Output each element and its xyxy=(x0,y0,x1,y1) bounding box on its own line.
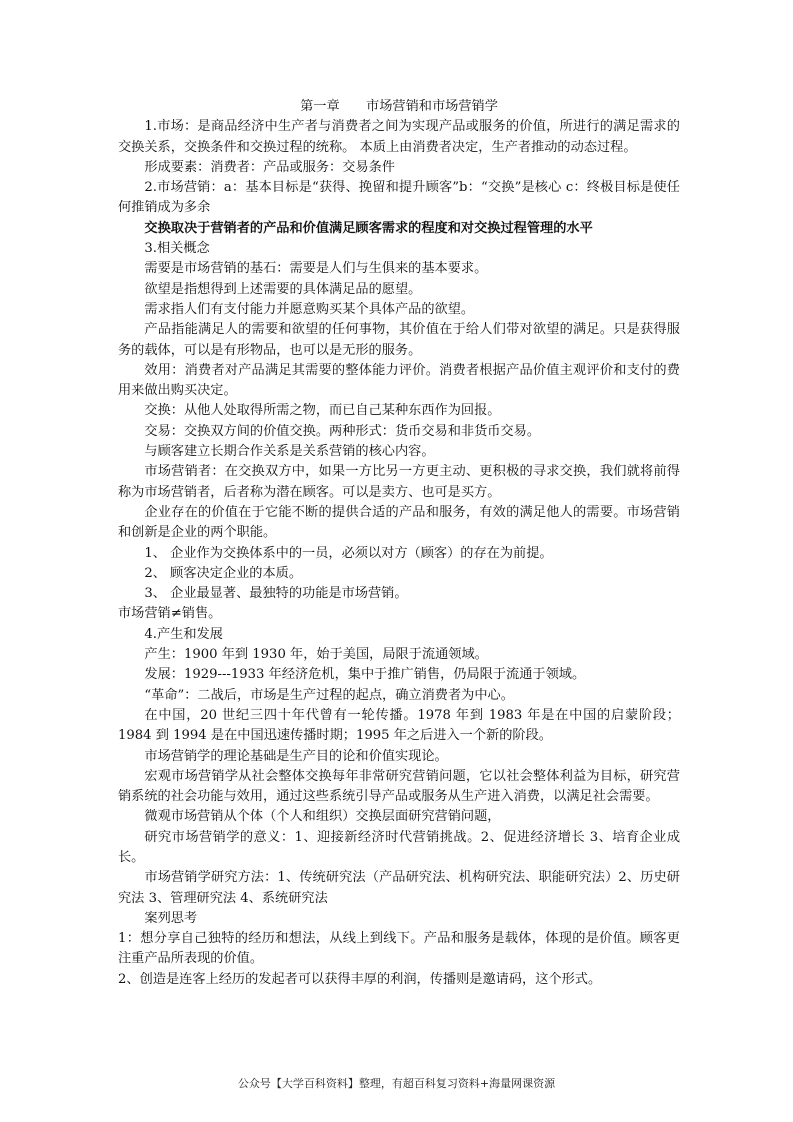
paragraph: 需求指人们有支付能力并愿意购买某个具体产品的欲望。 xyxy=(144,301,475,317)
paragraph: 交易：交换双方间的价值交换。两种形式：货币交易和非货币交易。 xyxy=(144,423,541,439)
paragraph: 2、创造是连客上经历的发起者可以获得丰厚的利润，传播则是邀请码，这个形式。 xyxy=(118,971,602,987)
paragraph: 市场营销学研究方法：1、传统研究法（产品研究法、机构研究法、职能研究法）2、历史研究法 3、管理研究法 4、系统研究法 xyxy=(118,870,680,906)
paragraph: 市场营销≠销售。 xyxy=(118,606,222,622)
paragraph: 与顾客建立长期合作关系是关系营销的核心内容。 xyxy=(144,444,435,460)
paragraph: 宏观市场营销学从社会整体交换每年非常研究营销问题，它以社会整体利益为目标，研究营销系统的社会功能与效用，通过这些系统引导产品或服务从生产进入消费，以满足社会需要。 xyxy=(118,768,680,805)
paragraph: 研究市场营销学的意义：1、迎接新经济时代营销挑战。2、促进经济增长 3、培育企业成长。 xyxy=(118,829,680,865)
paragraph: 产品指能满足人的需要和欲望的任何事物，其价值在于给人们带对欲望的满足。只是获得服务的载体，可以是有形物品，也可以是无形的服务。 xyxy=(118,322,680,358)
paragraph: 交换：从他人处取得所需之物，而已自己某种东西作为回报。 xyxy=(144,403,501,419)
paragraph: 市场营销学的理论基础是生产目的论和价值实现论。 xyxy=(144,748,448,764)
paragraph: 案列思考 xyxy=(144,910,198,926)
paragraph: 2.市场营销：a：基本目标是“获得、挽留和提升顾客”b：“交换”是核心 c：终极目标是使任何推销成为多余 xyxy=(118,180,680,216)
paragraph: 1、 企业作为交换体系中的一员，必须以对方（顾客）的存在为前提。 xyxy=(144,545,553,561)
document-body xyxy=(118,117,680,990)
paragraph: 2、 顾客决定企业的本质。 xyxy=(144,565,303,581)
document-page xyxy=(118,97,680,990)
footer-note: 公众号【大学百科资料】整理，有超百科复习资料+海量网课资源 xyxy=(237,1077,556,1090)
paragraph: 4.产生和发展 xyxy=(144,626,223,642)
chapter-title: 第一章 市场营销和市场营销学 xyxy=(300,99,498,114)
paragraph: 3、 企业最显著、最独特的功能是市场营销。 xyxy=(144,586,408,602)
paragraph: 3.相关概念 xyxy=(144,241,210,257)
paragraph: 形成要素：消费者：产品或服务：交易条件 xyxy=(144,159,395,175)
paragraph: 市场营销者：在交换双方中，如果一方比另一方更主动、更积极的寻求交换，我们就将前得称为市场营销者，后者称为潜在顾客。可以是卖方、也可是买方。 xyxy=(118,464,680,500)
paragraph: 1.市场：是商品经济中生产者与消费者之间为实现产品或服务的价值，所进行的满足需求的交换关系，交换条件和交换过程的统称。 本质上由消费者决定，生产者推动的动态过程。 xyxy=(118,119,680,155)
paragraph: 微观市场营销从个体（个人和组织）交换层面研究营销问题， xyxy=(144,809,501,825)
paragraph: 发展：1929---1933 年经济危机，集中于推广销售，仍局限于流通于领域。 xyxy=(144,667,586,683)
paragraph: 产生：1900 年到 1930 年，始于美国，局限于流通领域。 xyxy=(144,647,488,663)
paragraph: 企业存在的价值在于它能不断的提供合适的产品和服务，有效的满足他人的需要。市场营销和创新是企业的两个职能。 xyxy=(118,504,680,541)
paragraph: 需要是市场营销的基石：需要是人们与生俱来的基本要求。 xyxy=(144,261,488,277)
paragraph: 1：想分享自己独特的经历和想法，从线上到线下。产品和服务是载体，体现的是价值。顾客更注重产品所表现的价值。 xyxy=(118,931,680,967)
paragraph: 欲望是指想得到上述需要的具体满足品的愿望。 xyxy=(144,281,422,297)
paragraph: 效用：消费者对产品满足其需要的整体能力评价。消费者根据产品价值主观评价和支付的费用来做出购买决定。 xyxy=(118,362,680,399)
paragraph: 交换取决于营销者的产品和价值满足顾客需求的程度和对交换过程管理的水平 xyxy=(144,220,593,236)
paragraph: “革命”：二战后，市场是生产过程的起点，确立消费者为中心。 xyxy=(144,687,514,703)
paragraph: 在中国，20 世纪三四十年代曾有一轮传播。1978 年到 1983 年是在中国的启蒙阶段；1984 到 1994 是在中国迅速传播时期；1995 年之后进入一个新的阶段。 xyxy=(118,707,680,744)
